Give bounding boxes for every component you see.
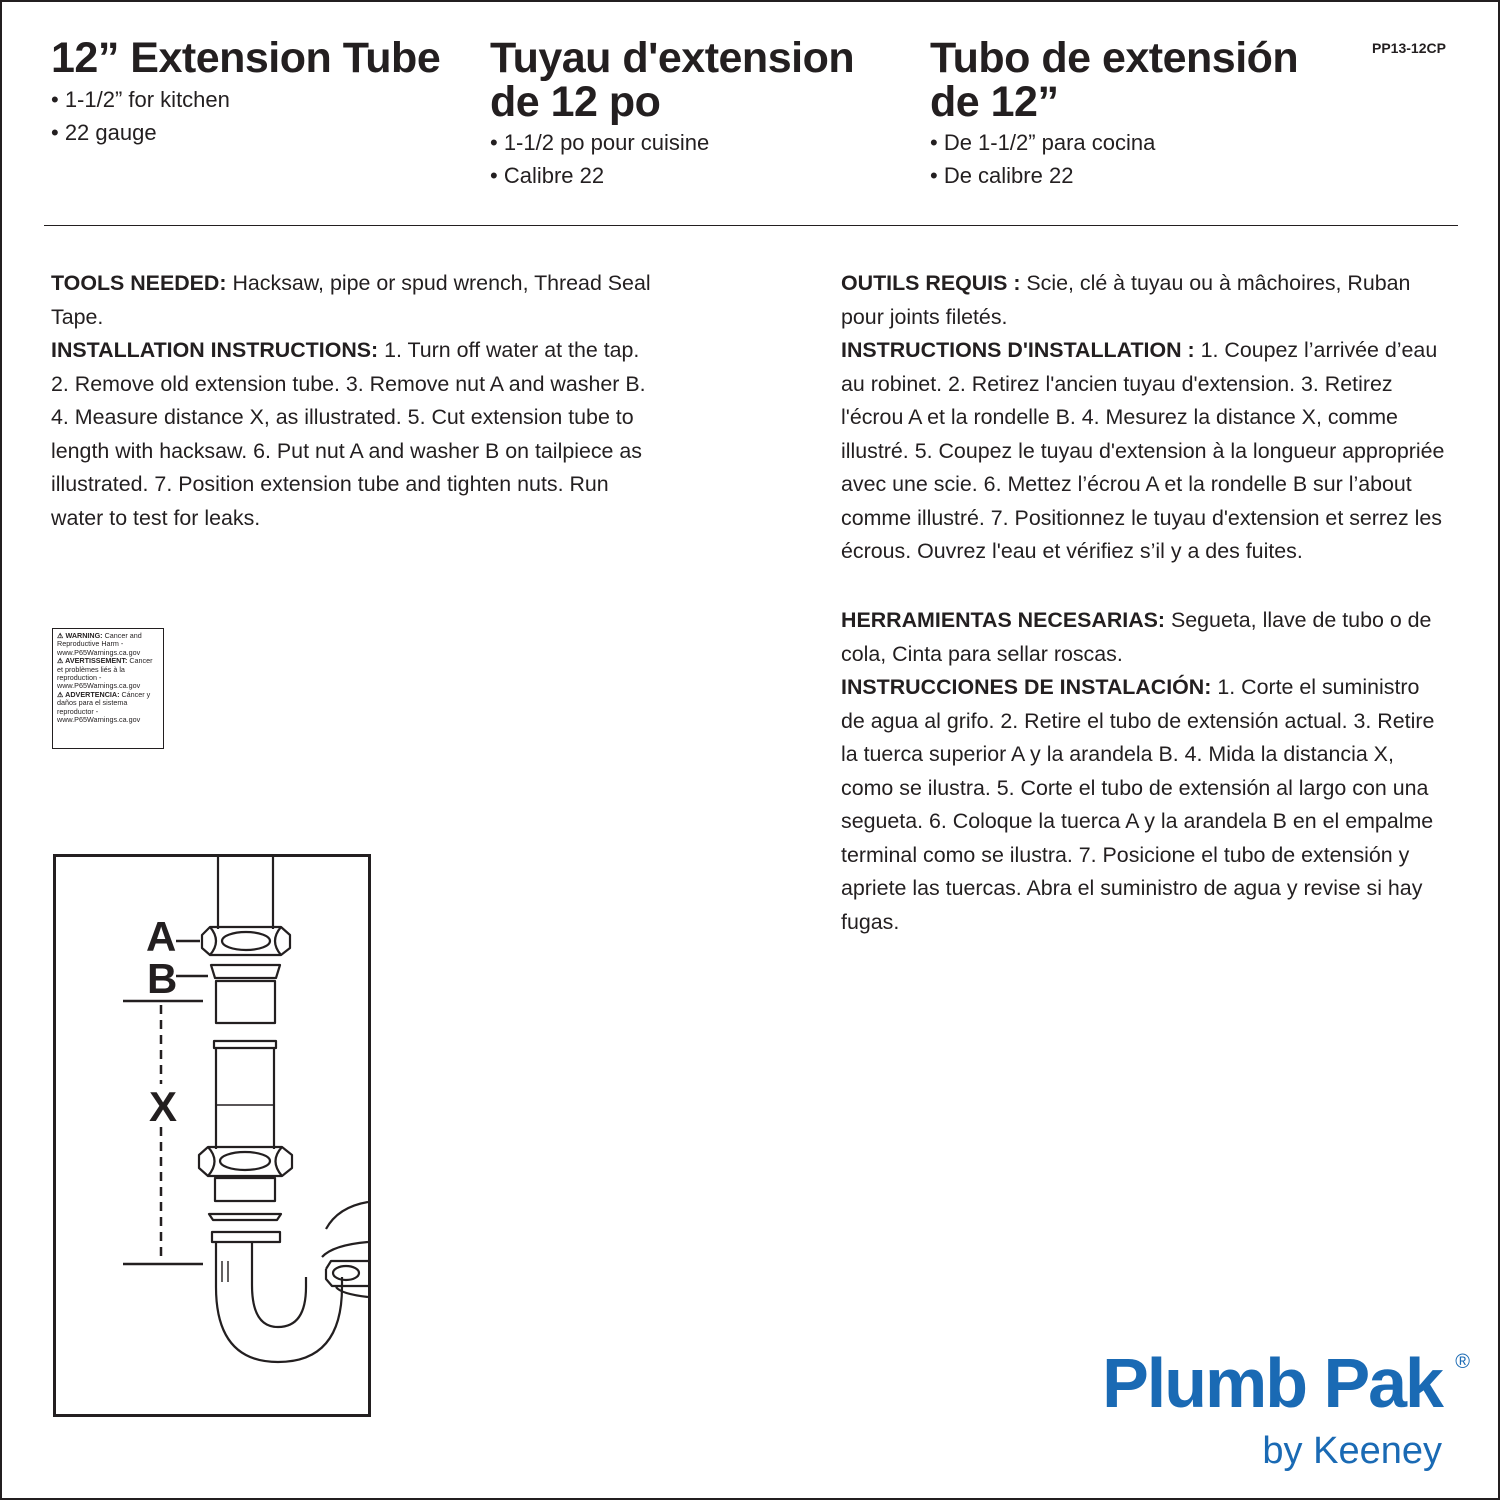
warning-text-english: Cancer and Reproductive Harm - www.P65Warnings.ca.gov — [57, 631, 142, 657]
bullets-spanish — [930, 126, 1155, 192]
install-label-spanish: INSTRUCCIONES DE INSTALACIÓN: — [841, 675, 1212, 699]
instructions-spanish — [841, 604, 1449, 939]
brand-logo — [1102, 1343, 1470, 1483]
warning-label-french: ⚠ AVERTISSEMENT: — [57, 656, 128, 666]
prop65-warning-box — [52, 628, 164, 749]
warning-text-french: Cancer et problèmes liés à la reproduction - www.P65Warnings.ca.gov — [57, 656, 153, 691]
tools-label-french: OUTILS REQUIS : — [841, 271, 1021, 295]
tools-text-french: Scie, clé à tuyau ou à mâchoires, Ruban pour joints filetés. — [841, 271, 1411, 329]
brand-name: Plumb Pak — [1102, 1344, 1442, 1422]
tools-text-spanish: Segueta, llave de tubo o de cola, Cinta para sellar roscas. — [841, 608, 1432, 666]
install-label-english: INSTALLATION INSTRUCTIONS: — [51, 338, 379, 362]
bullets-english — [51, 83, 230, 149]
title-english: 12” Extension Tube — [51, 34, 441, 82]
title-spanish — [930, 36, 1298, 124]
warning-text-spanish: Cáncer y daños para el sistema reproductor - www.P65Warnings.ca.gov — [57, 689, 151, 725]
install-text-english: 1. Turn off water at the tap. 2. Remove old extension tube. 3. Remove nut A and washer B. 4. Measure distance X, as illustrated. 5. Cut extension tube to length with hacksaw. 6. Put nut A and washer B on tailpiece as illustrated. 7. Position extension tube and tighten nuts. Run water to test for leaks. — [51, 338, 646, 530]
installation-diagram — [53, 854, 371, 1417]
bullet-english-size: • 1-1/2” for kitchen — [51, 87, 230, 112]
tools-label-spanish: HERRAMIENTAS NECESARIAS: — [841, 608, 1166, 632]
label-a: A — [146, 913, 177, 960]
pipe-illustration — [56, 857, 368, 1414]
label-b: B — [147, 955, 178, 1002]
label-x: X — [149, 1083, 178, 1130]
header-divider — [44, 225, 1458, 226]
tools-label-english: TOOLS NEEDED: — [51, 271, 227, 295]
bullet-spanish-gauge: • De calibre 22 — [930, 163, 1074, 188]
title-french-line2: de 12 po — [490, 78, 661, 126]
registered-mark: ® — [1455, 1351, 1470, 1373]
warning-label-spanish: ⚠ ADVERTENCIA: — [57, 689, 120, 699]
instructions-english — [51, 267, 651, 535]
bullet-spanish-size: • De 1-1/2” para cocina — [930, 130, 1156, 155]
install-label-french: INSTRUCTIONS D'INSTALLATION : — [841, 338, 1195, 362]
brand-byline: by Keeney — [1262, 1430, 1442, 1472]
bullet-english-gauge: • 22 gauge — [51, 120, 157, 145]
tools-text-english: Hacksaw, pipe or spud wrench, Thread Seal Tape. — [51, 271, 651, 329]
install-text-spanish: 1. Corte el suministro de agua al grifo. 2. Retire el tubo de extensión actual. 3. Retire la tuerca superior A y la arandela B. 4. Mida la distancia X, como se ilustra. 5. Corte el tubo de extensión al largo con una segueta. 6. Coloque la tuerca A y la arandela B en el empalme terminal como se ilustra. 7. Posicione el tubo de extensión y apriete las tuercas. Abra el suministro de agua y revise si hay fugas. — [841, 675, 1435, 934]
title-spanish-line1: Tubo de extensión — [930, 34, 1299, 82]
bullet-french-gauge: • Calibre 22 — [490, 163, 605, 188]
instructions-french — [841, 267, 1449, 569]
title-french — [490, 36, 854, 124]
bullets-french — [490, 126, 709, 192]
title-french-line1: Tuyau d'extension — [490, 34, 855, 82]
washer-b — [211, 965, 280, 978]
install-text-french: 1. Coupez l’arrivée d’eau au robinet. 2. Retirez l'ancien tuyau d'extension. 3. Retirez l'écrou A et la rondelle B. 4. Mesurez la distance X, comme illustré. 5. Coupez le tuyau d'extension à la longueur appropriée avec une scie. 6. Mettez l’écrou A et la rondelle B sur l’about comme illustré. 7. Positionnez le tuyau d'extension et serrez les écrous. Ouvrez l'eau et vérifiez s’il y a des fuites. — [841, 338, 1445, 563]
product-code: PP13-12CP — [1372, 40, 1446, 56]
bullet-french-size: • 1-1/2 po pour cuisine — [490, 130, 710, 155]
title-spanish-line2: de 12” — [930, 78, 1059, 126]
warning-label-english: ⚠ WARNING: — [57, 631, 103, 640]
